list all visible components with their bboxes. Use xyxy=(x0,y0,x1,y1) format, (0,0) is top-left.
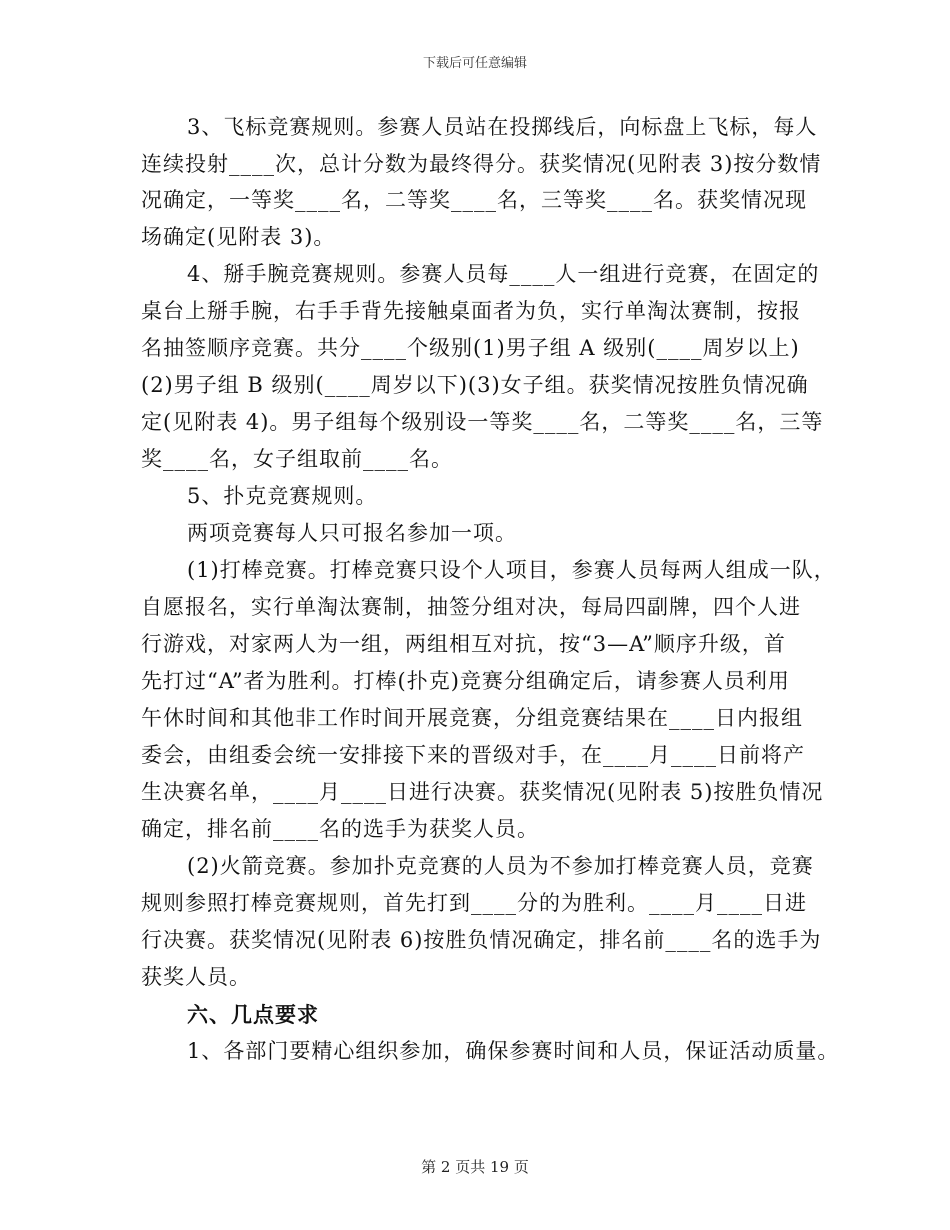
paragraph-line: (1)打棒竞赛。打棒竞赛只设个人项目，参赛人员每两人组成一队， xyxy=(187,558,836,582)
paragraph-line: 1、各部门要精心组织参加，确保参赛时间和人员，保证活动质量。 xyxy=(187,1039,840,1063)
paragraph-line: 况确定，一等奖____名，二等奖____名，三等奖____名。获奖情况现 xyxy=(141,188,807,212)
paragraph-line: 场确定(见附表 3)。 xyxy=(141,225,336,249)
paragraph-line: 定(见附表 4)。男子组每个级别设一等奖____名，二等奖____名，三等 xyxy=(141,410,824,434)
paragraph-line: 奖____名，女子组取前____名。 xyxy=(141,447,453,471)
paragraph-line: 名抽签顺序竞赛。共分____个级别(1)男子组 A 级别(____周岁以上) xyxy=(141,336,800,360)
section-heading: 5、扑克竞赛规则。 xyxy=(187,484,378,508)
paragraph-line: 规则参照打棒竞赛规则，首先打到____分的为胜利。____月____日进 xyxy=(141,891,807,915)
paragraph-line: 连续投射____次，总计分数为最终得分。获奖情况(见附表 3)按分数情 xyxy=(141,152,822,176)
section-heading: 六、几点要求 xyxy=(187,1002,319,1027)
page-footer: 第 2 页共 19 页 xyxy=(421,1158,529,1176)
paragraph-line: (2)男子组 B 级别(____周岁以下)(3)女子组。获奖情况按胜负情况确 xyxy=(141,373,809,397)
paragraph-line: 桌台上掰手腕，右手手背先接触桌面者为负，实行单淘汰赛制，按报 xyxy=(141,299,801,323)
paragraph-line: 4、掰手腕竞赛规则。参赛人员每____人一组进行竞赛，在固定的 xyxy=(187,262,820,286)
paragraph-line: 行游戏，对家两人为一组，两组相互对抗，按“3—A”顺序升级，首 xyxy=(141,632,786,656)
paragraph-line: 行决赛。获奖情况(见附表 6)按胜负情况确定，排名前____名的选手为 xyxy=(141,928,822,952)
paragraph-line: (2)火箭竞赛。参加扑克竞赛的人员为不参加打棒竞赛人员，竞赛 xyxy=(187,854,814,878)
page-header: 下载后可任意编辑 xyxy=(422,56,527,71)
paragraph-line: 委会，由组委会统一安排接下来的晋级对手，在____月____日前将产 xyxy=(141,743,805,767)
paragraph-line: 3、飞标竞赛规则。参赛人员站在投掷线后，向标盘上飞标，每人 xyxy=(187,115,818,139)
paragraph-line: 自愿报名，实行单淘汰赛制，抽签分组对决，每局四副牌，四个人进 xyxy=(141,595,801,619)
paragraph-line: 午休时间和其他非工作时间开展竞赛，分组竞赛结果在____日内报组 xyxy=(141,706,803,730)
paragraph-line: 生决赛名单，____月____日进行决赛。获奖情况(见附表 5)按胜负情况 xyxy=(141,780,824,804)
paragraph-line: 获奖人员。 xyxy=(141,965,251,989)
paragraph-line: 先打过“A”者为胜利。打棒(扑克)竞赛分组确定后，请参赛人员利用 xyxy=(141,669,790,693)
paragraph-line: 确定，排名前____名的选手为获奖人员。 xyxy=(141,817,539,841)
paragraph-line: 两项竞赛每人只可报名参加一项。 xyxy=(187,521,517,545)
